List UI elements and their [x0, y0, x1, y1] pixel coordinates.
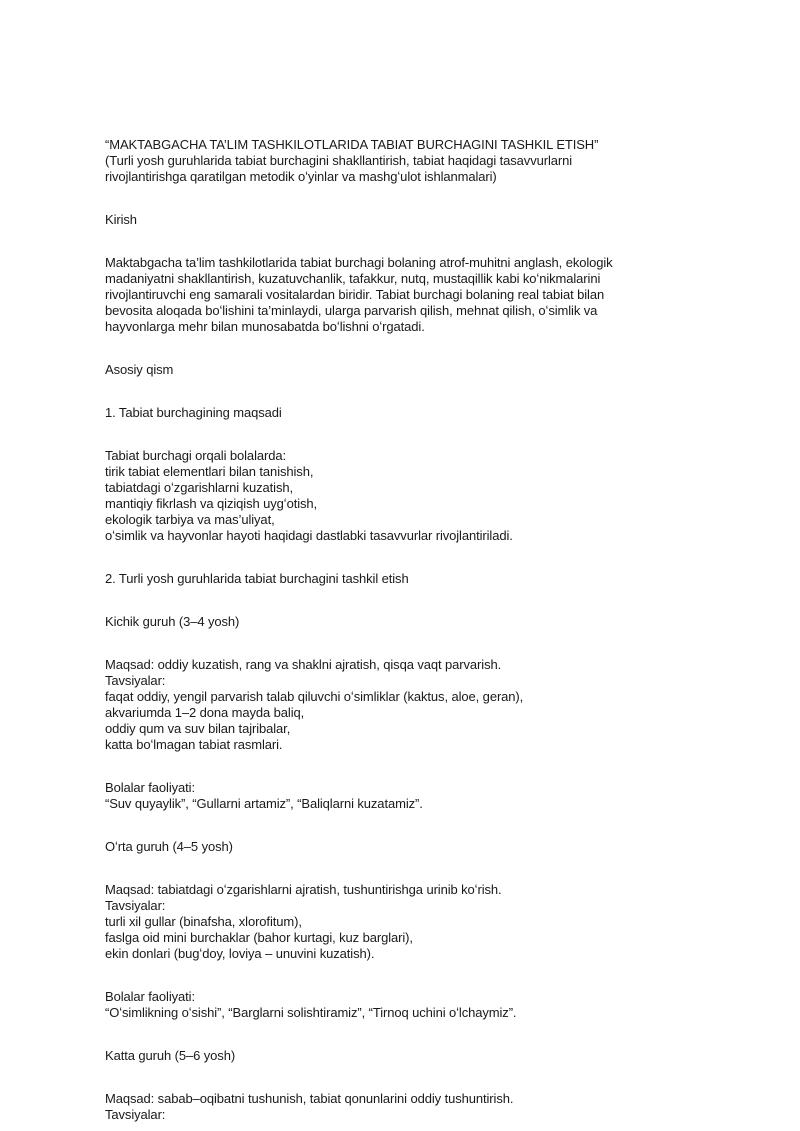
group-details [105, 1091, 765, 1123]
document-title: “MAKTABGACHA TA’LIM TASHKILOTLARIDA TABIAT BURCHAGINI TASHKIL ETISH” [105, 137, 599, 152]
group-heading-block [105, 1048, 765, 1064]
list-item: oʻsimlik va hayvonlar hayoti haqidagi dastlabki tasavvurlar rivojlantiriladi. [105, 528, 513, 543]
group-detail-line: Maqsad: tabiatdagi oʻzgarishlarni ajratish, tushuntirishga urinib koʻrish. [105, 882, 502, 897]
activity-line: Bolalar faoliyati: [105, 989, 195, 1004]
group-detail-line: Tavsiyalar: [105, 898, 166, 913]
group-detail-line: Tavsiyalar: [105, 673, 166, 688]
group-activities [105, 780, 765, 812]
group-detail-line: ekin donlari (bugʻdoy, loviya – unuvini kuzatish). [105, 946, 375, 961]
list-item: tabiatdagi oʻzgarishlarni kuzatish, [105, 480, 293, 495]
paragraph-line: madaniyatni shakllantirish, kuzatuvchanlik, tafakkur, nutq, mustaqillik kabi koʻnikmalarini [105, 271, 601, 286]
paragraph-line: rivojlantiruvchi eng samarali vositalardan biridir. Tabiat burchagi bolaning real tabiat bilan [105, 287, 605, 302]
group-heading: Kichik guruh (3–4 yosh) [105, 614, 240, 629]
intro-heading: Kirish [105, 212, 137, 227]
main-heading-block [105, 362, 765, 378]
activity-line: “Suv quyaylik”, “Gullarni artamiz”, “Baliqlarni kuzatamiz”. [105, 796, 423, 811]
group-detail-line: katta boʻlmagan tabiat rasmlari. [105, 737, 283, 752]
section2-heading-block [105, 571, 765, 587]
section1-heading-block [105, 405, 765, 421]
document-subtitle-line: (Turli yosh guruhlarida tabiat burchagini shakllantirish, tabiat haqidagi tasavvurlarni [105, 153, 573, 168]
group-heading-block [105, 839, 765, 855]
section1-heading: 1. Tabiat burchagining maqsadi [105, 405, 282, 420]
group-detail-line: faslga oid mini burchaklar (bahor kurtagi, kuz barglari), [105, 930, 413, 945]
list-item: ekologik tarbiya va mas’uliyat, [105, 512, 275, 527]
main-heading: Asosiy qism [105, 362, 174, 377]
section1-list [105, 448, 765, 544]
paragraph-line: Maktabgacha ta’lim tashkilotlarida tabiat burchagi bolaning atrof-muhitni anglash, ekologik [105, 255, 613, 270]
section2-heading: 2. Turli yosh guruhlarida tabiat burchagini tashkil etish [105, 571, 409, 586]
document-subtitle-line: rivojlantirishga qaratilgan metodik oʻyinlar va mashgʻulot ishlanmalari) [105, 169, 497, 184]
list-item: mantiqiy fikrlash va qiziqish uygʻotish, [105, 496, 318, 511]
group-heading-block [105, 614, 765, 630]
document-page [105, 137, 765, 1123]
list-item: tirik tabiat elementlari bilan tanishish, [105, 464, 314, 479]
document-title-block [105, 137, 765, 185]
group-details [105, 882, 765, 962]
group-detail-line: Maqsad: sabab–oqibatni tushunish, tabiat qonunlarini oddiy tushuntirish. [105, 1091, 514, 1106]
group-activities [105, 989, 765, 1021]
group-details [105, 657, 765, 753]
paragraph-line: bevosita aloqada boʻlishini ta’minlaydi, ularga parvarish qilish, mehnat qilish, oʻsimlik va [105, 303, 598, 318]
group-detail-line: oddiy qum va suv bilan tajribalar, [105, 721, 291, 736]
paragraph-line: hayvonlarga mehr bilan munosabatda boʻlishni oʻrgatadi. [105, 319, 425, 334]
group-heading: Katta guruh (5–6 yosh) [105, 1048, 236, 1063]
activity-line: “Oʻsimlikning oʻsishi”, “Barglarni solishtiramiz”, “Tirnoq uchini oʻlchaymiz”. [105, 1005, 517, 1020]
list-item: Tabiat burchagi orqali bolalarda: [105, 448, 286, 463]
group-detail-line: faqat oddiy, yengil parvarish talab qiluvchi oʻsimliklar (kaktus, aloe, geran), [105, 689, 524, 704]
group-heading: Oʻrta guruh (4–5 yosh) [105, 839, 233, 854]
group-detail-line: akvariumda 1–2 dona mayda baliq, [105, 705, 305, 720]
activity-line: Bolalar faoliyati: [105, 780, 195, 795]
intro-paragraph [105, 255, 765, 335]
group-detail-line: turli xil gullar (binafsha, xlorofitum), [105, 914, 302, 929]
intro-heading-block [105, 212, 765, 228]
group-detail-line: Tavsiyalar: [105, 1107, 166, 1122]
group-detail-line: Maqsad: oddiy kuzatish, rang va shaklni ajratish, qisqa vaqt parvarish. [105, 657, 502, 672]
